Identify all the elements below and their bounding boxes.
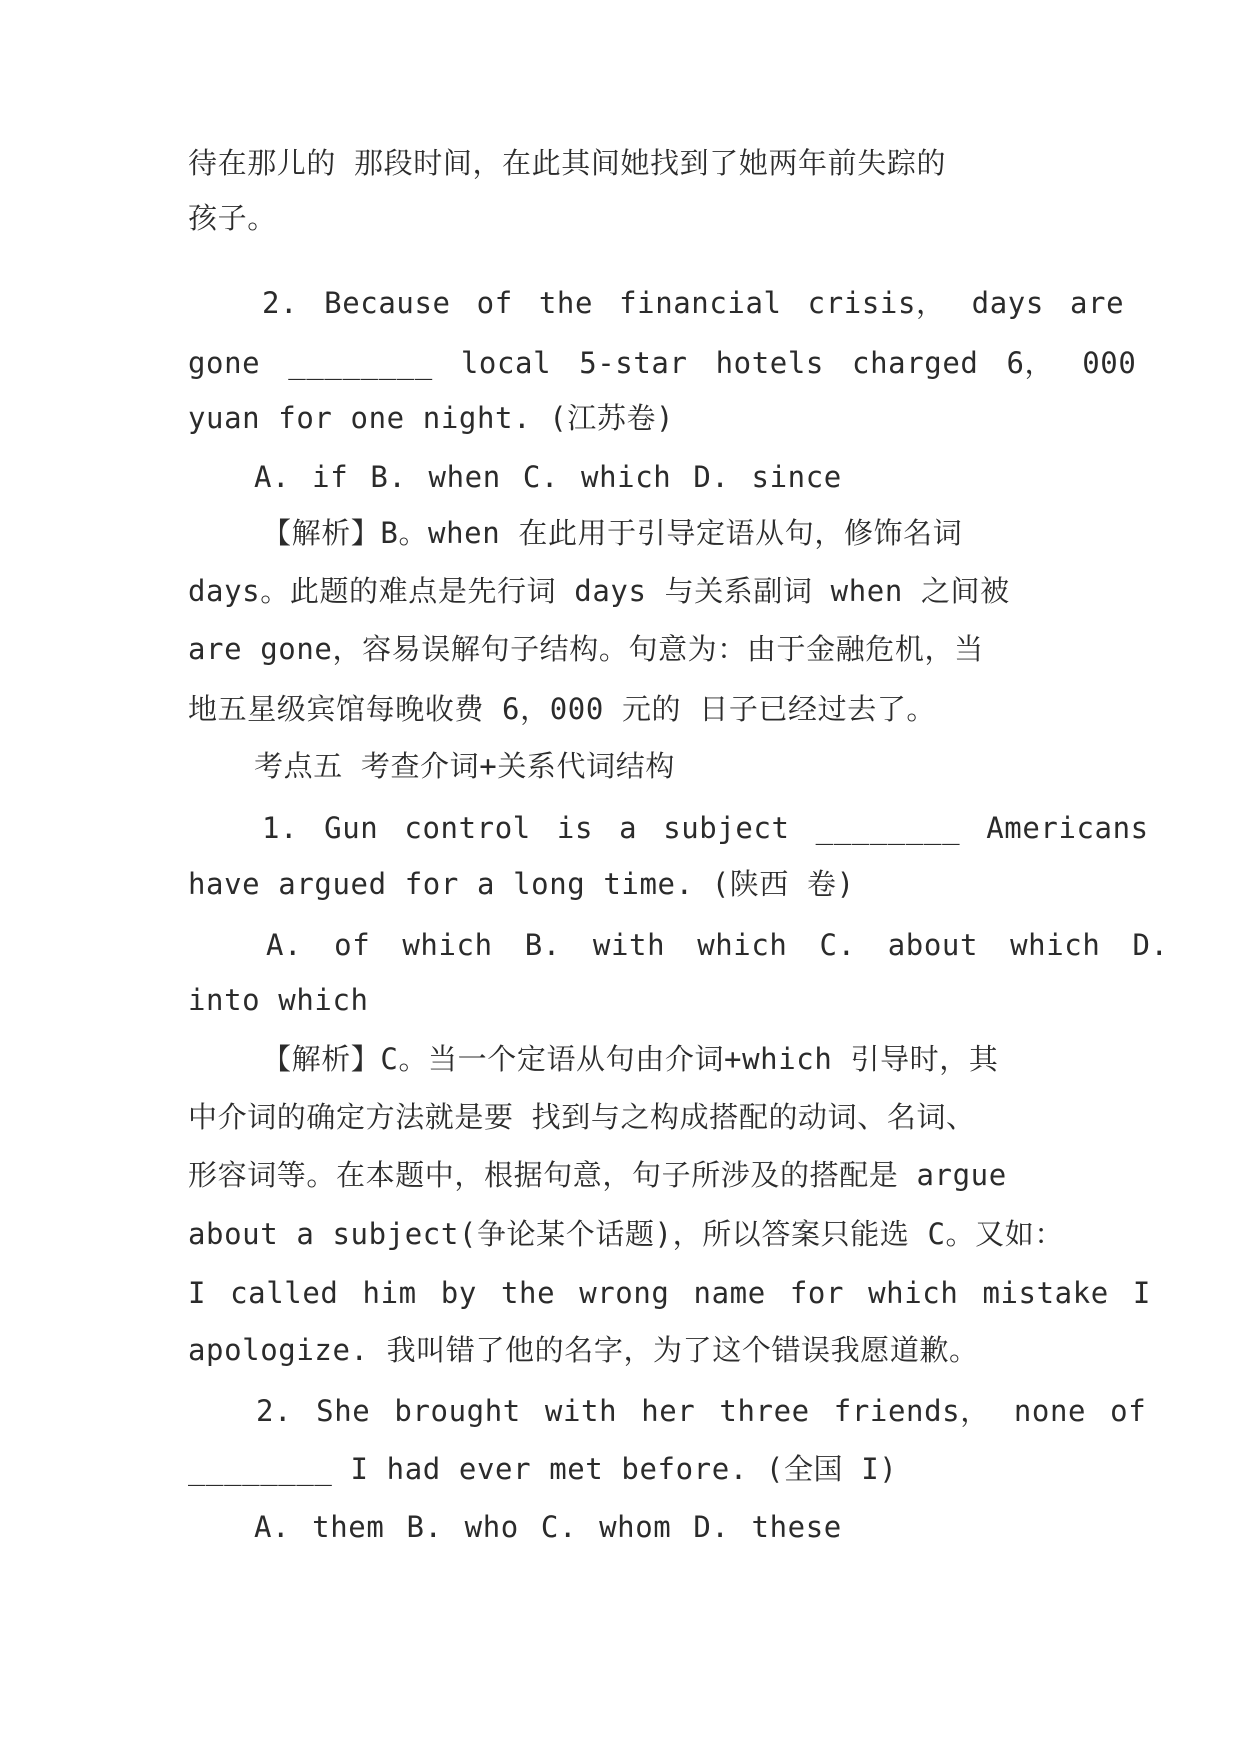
analysis-line: 【解析】C。当一个定语从句由介词+which 引导时，其 — [262, 1042, 999, 1076]
text-line: gone ________ local 5-star hotels charged 6， 000 — [188, 346, 1137, 380]
analysis-line: days。此题的难点是先行词 days 与关系副词 when 之间被 — [188, 574, 1010, 608]
analysis-line: about a subject(争论某个话题)，所以答案只能选 C。又如： — [188, 1217, 1064, 1251]
analysis-line: apologize. 我叫错了他的名字，为了这个错误我愿道歉。 — [188, 1333, 979, 1367]
analysis-line: are gone，容易误解句子结构。句意为：由于金融危机，当 — [188, 632, 984, 666]
text-line: 待在那儿的 那段时间，在此其间她找到了她两年前失踪的 — [188, 146, 947, 180]
text-line: ________ I had ever met before. (全国 I) — [188, 1452, 898, 1486]
analysis-line: 地五星级宾馆每晚收费 6，000 元的 日子已经过去了。 — [188, 692, 937, 726]
question-1-stem: 1. Gun control is a subject ________ Americans — [262, 811, 1149, 845]
text-line: into which — [188, 983, 369, 1017]
text-line: yuan for one night. (江苏卷) — [188, 401, 675, 435]
analysis-line: I called him by the wrong name for which mistake I — [188, 1276, 1151, 1310]
section-heading: 考点五 考查介词+关系代词结构 — [254, 749, 675, 783]
answer-options: A. of which B. with which C. about which D. — [266, 928, 1169, 962]
analysis-line: 【解析】B。when 在此用于引导定语从句，修饰名词 — [262, 516, 963, 550]
answer-options: A. them B. who C. whom D. these — [254, 1510, 842, 1544]
answer-options: A. if B. when C. which D. since — [254, 460, 842, 494]
question-2-stem: 2. She brought with her three friends， none of — [256, 1394, 1147, 1428]
analysis-line: 中介词的确定方法就是要 找到与之构成搭配的动词、名词、 — [188, 1100, 976, 1134]
question-2-stem: 2. Because of the financial crisis， days are — [262, 286, 1125, 320]
text-line: 孩子。 — [188, 201, 277, 235]
analysis-line: 形容词等。在本题中，根据句意，句子所涉及的搭配是 argue — [188, 1158, 1007, 1192]
text-line: have argued for a long time. (陕西 卷) — [188, 867, 855, 901]
